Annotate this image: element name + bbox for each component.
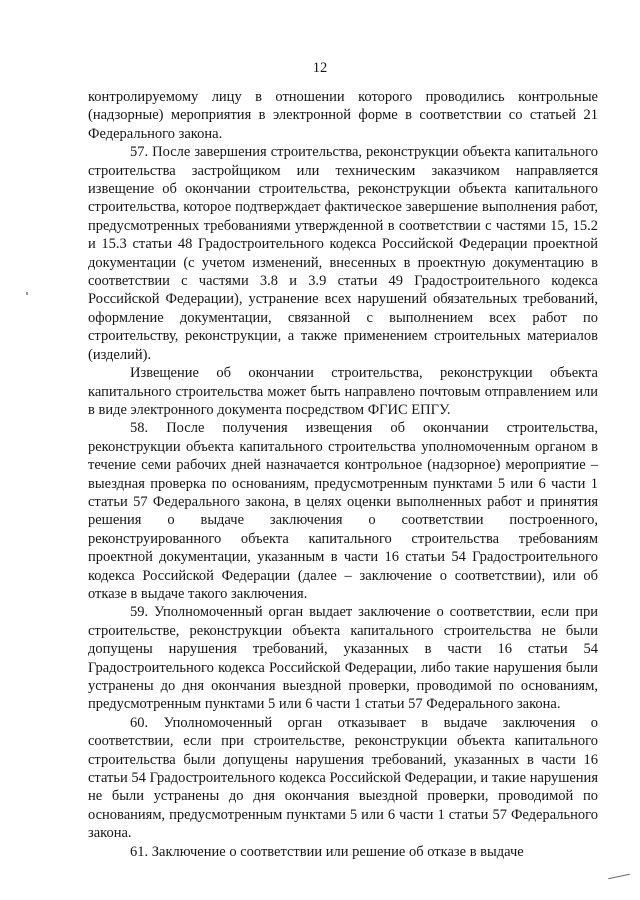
paragraph-continuation: контролируемому лицу в отношении которого проводились контрольные (надзорные) мероприятия в электронной форме в соответствии со статьей 21 Федерального закона. — [88, 89, 598, 142]
scan-artifact-mark — [26, 292, 28, 295]
document-body — [88, 88, 598, 861]
paragraph-60: 60. Уполномоченный орган отказывает в выдаче заключения о соответствии, если при строительстве, реконструкции объекта капитального строительства были допущены нарушения требований, указанных в части 16 статьи 54 Градостроительного кодекса Российской Федерации, и такие нарушения не были устранены до дня окончания выездной проверки, проводимой по основаниям, предусмотренным пунктами 5 или 6 части 1 статьи 57 Федерального закона. — [88, 714, 598, 842]
page-number: 12 — [312, 60, 328, 76]
paragraph-59: 59. Уполномоченный орган выдает заключение о соответствии, если при строительстве, реконструкции объекта капитального строительства не были допущены нарушения требований, указанных в части 16 статьи 54 Градостроительного кодекса Российской Федерации, либо такие нарушения были устранены до дня окончания выездной проверки, проводимой по основаниям, предусмотренным пунктами 5 или 6 части 1 статьи 57 Федерального закона. — [88, 604, 598, 713]
paragraph-58: 58. После получения извещения об окончании строительства, реконструкции объекта капитального строительства уполномоченным органом в течение семи рабочих дней назначается контрольное (надзорное) мероприятие – выездная проверка по основаниям, предусмотренным пунктами 5 или 6 части 1 статьи 57 Федерального закона, в целях оценки выполненных работ и принятия решения о выдаче заключения о соответствии построенного, реконструированного объекта капитального строительства требованиям проектной документации, указанным в части 16 статьи 54 Градостроительного кодекса Российской Федерации (далее – заключение о соответствии), или об отказе в выдаче такого заключения. — [88, 420, 598, 602]
paragraph-57-notice: Извещение об окончании строительства, реконструкции объекта капитального строительства может быть направлено почтовым отправлением или в виде электронного документа посредством ФГИС ЕПГУ. — [88, 365, 598, 418]
paragraph-57: 57. После завершения строительства, реконструкции объекта капитального строительства застройщиком или техническим заказчиком направляется извещение об окончании строительства, реконструкции объекта капитального строительства, которое подтверждает фактическое завершение выполнения работ, предусмотренных требованиями утвержденной в соответствии с частями 15, 15.2 и 15.3 статьи 48 Градостроительного кодекса Российской Федерации проектной документации (с учетом изменений, внесенных в проектную документацию в соответствии с частями 3.8 и 3.9 статьи 49 Градостроительного кодекса Российской Федерации), устранение всех нарушений обязательных требований, оформление документации, связанной с выполнением всех работ по строительству, реконструкции, а также применением строительных материалов (изделий). — [88, 144, 598, 363]
paragraph-61: 61. Заключение о соответствии или решение об отказе в выдаче — [130, 843, 524, 860]
scan-corner-mark — [608, 874, 630, 880]
